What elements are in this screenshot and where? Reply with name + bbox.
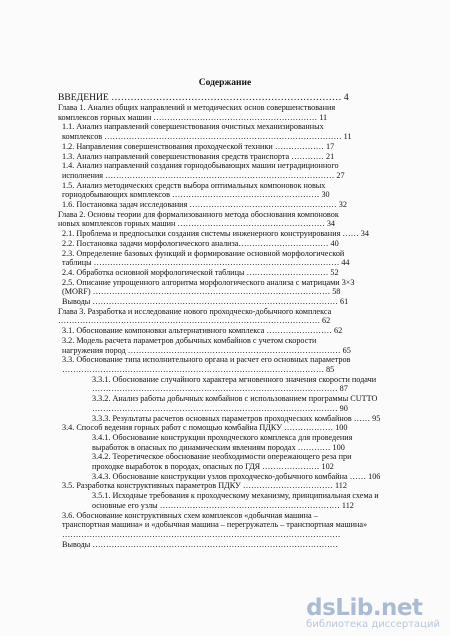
- toc-entry: 2.1. Проблема и предпосылки создания системы инженерного конструирования …… 34: [62, 229, 369, 239]
- toc-entry: 2.5. Описание упрощенного алгоритма морфологического анализа с матрицами 3×3: [62, 277, 355, 287]
- toc-entry: выработок в опасных по динамическим явлениям породах ………… 100: [92, 442, 345, 452]
- toc-entry: 3.2. Модель расчета параметров добычных комбайнов с учетом скорости: [62, 335, 317, 345]
- watermark-logo: [306, 597, 422, 619]
- toc-entry: 1.5. Анализ методических средств выбора оптимальных компоновок новых: [62, 180, 326, 190]
- toc-entry: 2.2. Постановка задачи морфологического анализа…………………………… 40: [62, 238, 339, 248]
- toc-entry: проходке выработок в породах, опасных по ГДЯ ………………… 102: [92, 462, 334, 472]
- toc-entry: 1.6. Постановка задач исследования ……………………………………………… 32: [62, 200, 347, 210]
- toc-entry: Выводы ………………………………………………………………………………: [62, 539, 338, 549]
- toc-entry: комплексов …………………………………………………………………………… 11: [62, 132, 352, 142]
- toc-entry: Выводы ……………………………………………………………………………… 61: [62, 297, 349, 307]
- toc-entry: 3.5.1. Исходные требования к проходческому механизму, принципиальная схема и: [92, 491, 379, 501]
- toc-entry: 3.4.2. Теоретическое обоснование необходимости опережающего реза при: [92, 452, 352, 462]
- toc-entry: таблицы ……………………………………………………………………………… 44: [62, 258, 350, 268]
- toc-entry: 1.4. Анализ направлений создания горнодобывающих машин нетрадиционного: [62, 161, 339, 171]
- toc-entry: (MORF) …………………………………………………………………………… 58: [62, 287, 341, 297]
- toc-entry: …………………………………………………………………………………………: [62, 529, 341, 539]
- page-title: Содержание: [198, 78, 252, 88]
- toc-entry: ВВЕДЕНИЕ ……………………………………………………………… 4: [58, 92, 349, 103]
- toc-entry: 3.6. Обоснование конструктивных схем комплексов «добычная машина –: [62, 510, 318, 520]
- toc-entry: 3.4.1. Обоснование конструкции проходческого комплекса для проведения: [92, 432, 353, 442]
- toc-entry: 3.4. Способ ведения горных работ с помощью комбайна ПДКУ ……………… 100: [62, 423, 348, 433]
- toc-entry: ……………………………………………………………………………… 90: [92, 403, 348, 413]
- toc-entry: комплексов горных машин …………………………………………………… 11: [58, 112, 328, 122]
- toc-entry: транспортная машина» и «добычная машина – перегружатель – транспортная машина»: [62, 520, 368, 530]
- toc-entry: 3.4.3. Обоснование конструкции узлов проходческо-добычного комбайна …… 106: [92, 471, 381, 481]
- watermark: [306, 597, 440, 630]
- toc-entry: 3.1. Обоснование компоновки альтернативного комплекса …………………… 62: [62, 326, 343, 336]
- toc-entry: 3.3.3. Результаты расчетов основных параметров проходческих комбайнов …… 95: [92, 413, 381, 423]
- toc-entry: 3.3. Обоснование типа исполнительного органа и расчет его основных параметров: [62, 355, 351, 365]
- toc-entry: …………………………………………………………………………………… 85: [62, 364, 335, 374]
- toc-entry: 1.3. Анализ направлений совершенствования средств транспорта ………… 21: [62, 151, 335, 161]
- toc-entry: Глава 3. Разработка и исследование нового проходческо-добычного комплекса: [58, 306, 332, 316]
- toc-entry: исполнения ………………………………………………………………………… 27: [62, 170, 345, 180]
- toc-entry: Глава 1. Анализ общих направлений и методических основ совершенствования: [58, 103, 336, 112]
- toc-entry: основные его узлы ………………………………………………………… 112: [92, 500, 354, 510]
- toc-entry: 3.3.1. Обоснование случайного характера мгновенного значения скорости подачи: [92, 374, 377, 384]
- table-of-contents: [58, 92, 430, 549]
- toc-entry: 2.4. Обработка основной морфологической таблицы ………………………… 52: [62, 267, 339, 277]
- toc-entry: горнодобывающих комплексов ……………………………………………… 30: [62, 190, 330, 200]
- watermark-subtitle: библиотека диссертаций: [306, 619, 440, 630]
- toc-entry: 3.3.2. Анализ работы добычных комбайнов с использованием программы CUTTO: [92, 394, 378, 404]
- toc-entry: 3.5. Разработка конструктивных параметров ПДКУ …………………………… 112: [62, 481, 347, 491]
- toc-entry: 2.3. Определение базовых функций и формирование основной морфологической: [62, 248, 345, 258]
- watermark-logo-text: dsLib.net: [306, 595, 423, 621]
- toc-entry: нагружения пород …………………………………………………………………… 65: [62, 345, 351, 355]
- toc-entry: ……………………………………………………………………………… 87: [92, 384, 348, 394]
- toc-entry: новых комплексов горных машин ……………………………………………… 34: [58, 219, 336, 229]
- toc-entry: Глава 2. Основы теории для формализованного метода обоснования компоновок: [58, 209, 339, 219]
- toc-entry: …………………………………………………………………………………… 62: [58, 316, 331, 326]
- toc-entry: 1.2. Направления совершенствования проходческой техники ……………… 17: [62, 141, 335, 151]
- toc-entry: 1.1. Анализ направлений совершенствования очистных механизированных: [62, 122, 324, 132]
